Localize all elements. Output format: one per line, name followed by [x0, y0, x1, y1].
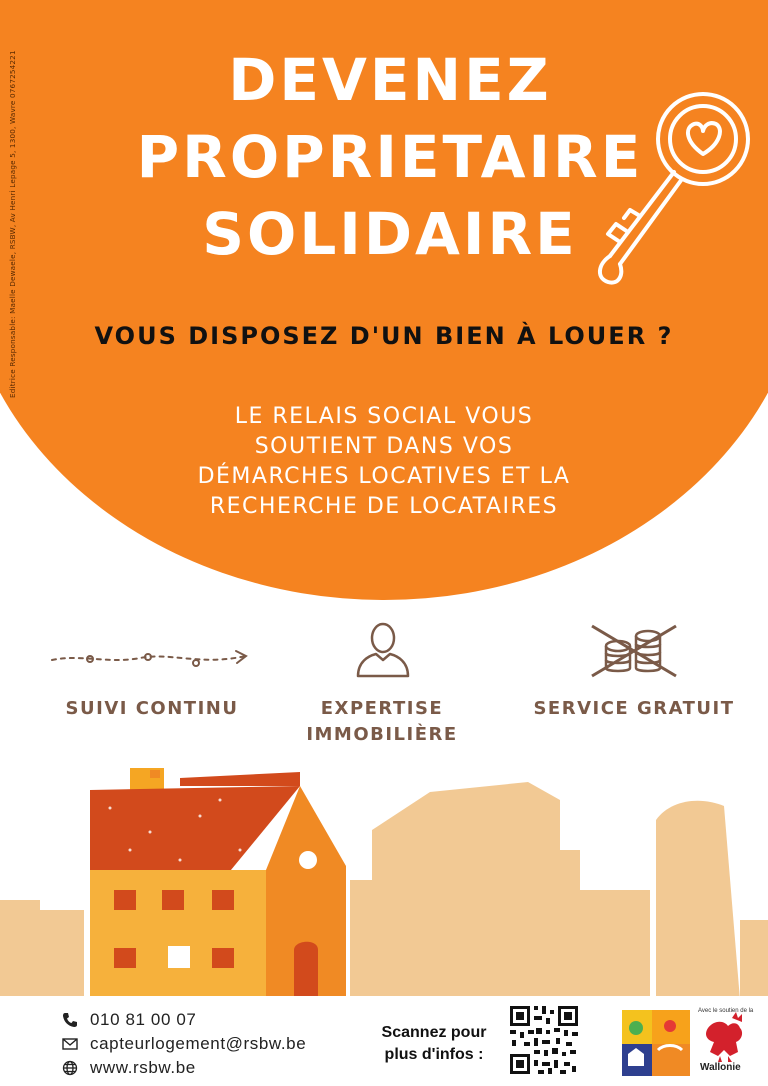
feature-label-line: EXPERTISE — [320, 698, 444, 719]
phone-contact[interactable] — [62, 1008, 196, 1032]
email-address: capteurlogement@rsbw.be — [90, 1034, 307, 1053]
intro-line: SOUTIENT DANS VOS — [254, 434, 514, 459]
intro-line: LE RELAIS SOCIAL VOUS — [234, 404, 534, 429]
intro-line: RECHERCHE DE LOCATAIRES — [209, 494, 559, 519]
feature-label-line: IMMOBILIÈRE — [306, 724, 458, 745]
phone-icon — [62, 1012, 78, 1028]
mail-icon — [62, 1036, 78, 1052]
intro-line: DÉMARCHES LOCATIVES ET LA — [197, 464, 571, 489]
intro-text — [120, 402, 648, 522]
title-line: SOLIDAIRE — [202, 200, 578, 268]
qr-code-icon[interactable] — [508, 1004, 580, 1076]
feature-label-gratuit — [524, 696, 744, 722]
heart-key-icon — [588, 84, 758, 294]
scan-prompt — [364, 1022, 504, 1066]
wallonie-support-text: Avec le soutien de la — [698, 1008, 754, 1014]
email-contact[interactable] — [62, 1032, 306, 1056]
scan-line: Scannez pour — [381, 1024, 487, 1041]
wallonie-name: Wallonie — [700, 1062, 741, 1073]
relais-social-logo — [622, 1010, 690, 1076]
scan-line: plus d'infos : — [384, 1046, 484, 1063]
feature-label-expertise — [282, 696, 482, 748]
dotted-path-arrow-icon — [50, 646, 250, 674]
publisher-note-text: Editrice Responsable: Maelle Dewaele, RSBW, Av Henri Lepage 5, 1300, Wavre 0767254221 — [8, 50, 17, 398]
globe-icon — [62, 1060, 78, 1076]
person-icon — [354, 620, 412, 678]
feature-label-line: SUIVI CONTINU — [65, 698, 239, 719]
crossed-coins-icon — [588, 622, 680, 678]
website-url: www.rsbw.be — [90, 1058, 196, 1077]
title-line: DEVENEZ — [228, 46, 552, 114]
city-skyline-illustration — [0, 760, 768, 1000]
feature-label-line: SERVICE GRATUIT — [533, 698, 735, 719]
phone-number: 010 81 00 07 — [90, 1010, 197, 1029]
website-contact[interactable] — [62, 1056, 196, 1080]
title-line: PROPRIETAIRE — [136, 123, 644, 191]
feature-label-suivi — [42, 696, 262, 722]
question-heading: VOUS DISPOSEZ D'UN BIEN À LOUER ? — [94, 322, 674, 350]
